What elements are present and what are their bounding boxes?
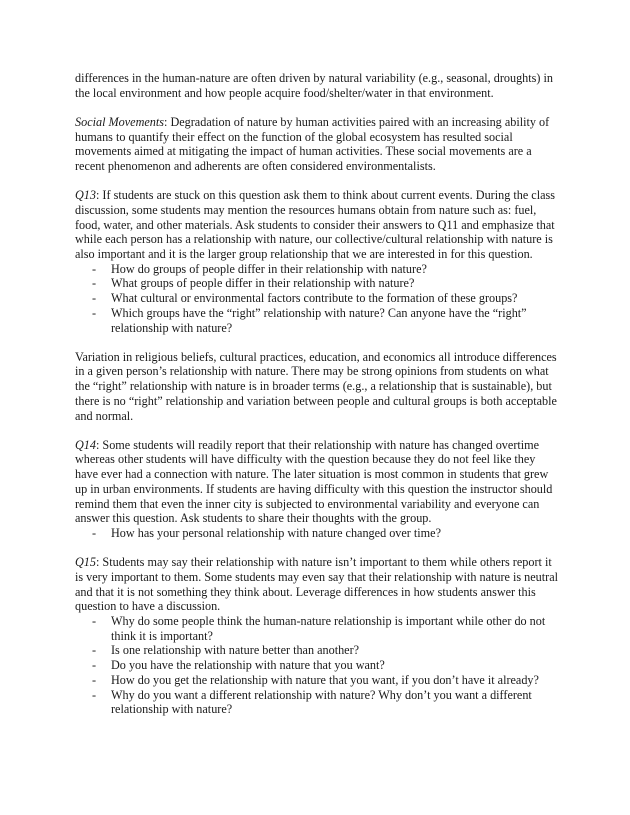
list-item-text: Is one relationship with nature better than another? [111, 643, 360, 658]
list-item-text: How has your personal relationship with nature changed over time? [111, 525, 441, 540]
dash-marker: - [92, 291, 97, 306]
list-item [75, 673, 560, 688]
list-item-text: How do you get the relationship with nature that you want, if you don’t have it already? [111, 672, 539, 687]
list-item [75, 262, 560, 277]
document-page [75, 71, 560, 731]
paragraph-text: : Students may say their relationship with nature isn’t important to them while others report it is very important to them. Some students may even say that their relationship with nature is neutral and that it is not something they think about. Leverage differences in how students answer this question to have a discussion. [75, 555, 558, 614]
section-q13 [75, 188, 560, 335]
section-q14 [75, 438, 560, 541]
q15-label: Q15 [75, 555, 96, 570]
dash-marker: - [92, 525, 97, 540]
dash-marker: - [92, 614, 97, 628]
paragraph-text: : Some students will readily report that their relationship with nature has changed overtime whereas other students will have difficulty with the question because they do not feel like they have ever had a connection with nature. The later situation is most common in students that grew up in urban environments. If students are having difficulty with this question the instructor should remind them that even the inner city is subjected to environmental variability and everyone can answer this question. Ask students to share their thoughts with the group. [75, 437, 553, 526]
dash-marker: - [92, 672, 97, 687]
list-item [75, 526, 560, 541]
q15-question-list [75, 614, 560, 717]
paragraph-text: : If students are stuck on this question ask them to think about current events. During the class discussion, some students may mention the resources humans obtain from nature such as: fuel, food, water, and other materials. Ask students to consider their answers to Q11 and emphasize that while each person has a relationship with nature, our collective/cultural relationship with nature is also important and it is the larger group relationship that we are interested in for this question. [75, 188, 555, 262]
q14-question-list [75, 526, 560, 541]
list-item [75, 306, 560, 335]
list-item-text: Which groups have the “right” relationship with nature? Can anyone have the “right” relationship with nature? [111, 305, 527, 335]
paragraph-human-nature-differences [75, 71, 560, 100]
list-item-text: Do you have the relationship with nature that you want? [111, 658, 385, 673]
social-movements-heading: Social Movements [75, 114, 165, 129]
paragraph-text: : Degradation of nature by human activities paired with an increasing ability of humans to quantify their effect on the function of the global ecosystem has resulted social movements aimed at mitigating the impact of human activities. These social movements are a recent phenomenon and adherents are often considered environmentalists. [75, 114, 550, 174]
q13-label: Q13 [75, 188, 96, 203]
list-item [75, 276, 560, 291]
q15-paragraph [75, 555, 560, 614]
dash-marker: - [92, 261, 97, 276]
list-item [75, 291, 560, 306]
list-item-text: What cultural or environmental factors contribute to the formation of these groups? [111, 291, 518, 306]
dash-marker: - [92, 305, 97, 320]
list-item-text: What groups of people differ in their relationship with nature? [111, 276, 415, 291]
q14-label: Q14 [75, 437, 96, 452]
q13-question-list [75, 262, 560, 336]
paragraph-text: Variation in religious beliefs, cultural practices, education, and economics all introduce differences in a given person’s relationship with nature. There may be strong opinions from students on what the “right” relationship with nature is in broader terms (e.g., a relationship that is sustainable), but there is no “right” relationship and variation between people and cultural groups is both acceptable and normal. [75, 349, 557, 423]
list-item [75, 688, 560, 717]
list-item [75, 643, 560, 658]
dash-marker: - [92, 643, 97, 658]
paragraph-variation [75, 350, 560, 424]
list-item-text: Why do you want a different relationship with nature? Why don’t you want a different relationship with nature? [111, 687, 532, 717]
list-item [75, 614, 560, 643]
section-q15 [75, 555, 560, 717]
list-item-text: How do groups of people differ in their relationship with nature? [111, 261, 427, 276]
paragraph-text: differences in the human-nature are often driven by natural variability (e.g., seasonal, droughts) in the local environment and how people acquire food/shelter/water in that environment. [75, 71, 553, 100]
dash-marker: - [92, 687, 97, 702]
list-item [75, 658, 560, 673]
q14-paragraph [75, 438, 560, 526]
q13-paragraph [75, 188, 560, 262]
paragraph-social-movements [75, 115, 560, 174]
list-item-text: Why do some people think the human-nature relationship is important while other do not think it is important? [111, 614, 546, 643]
dash-marker: - [92, 658, 97, 673]
dash-marker: - [92, 276, 97, 291]
